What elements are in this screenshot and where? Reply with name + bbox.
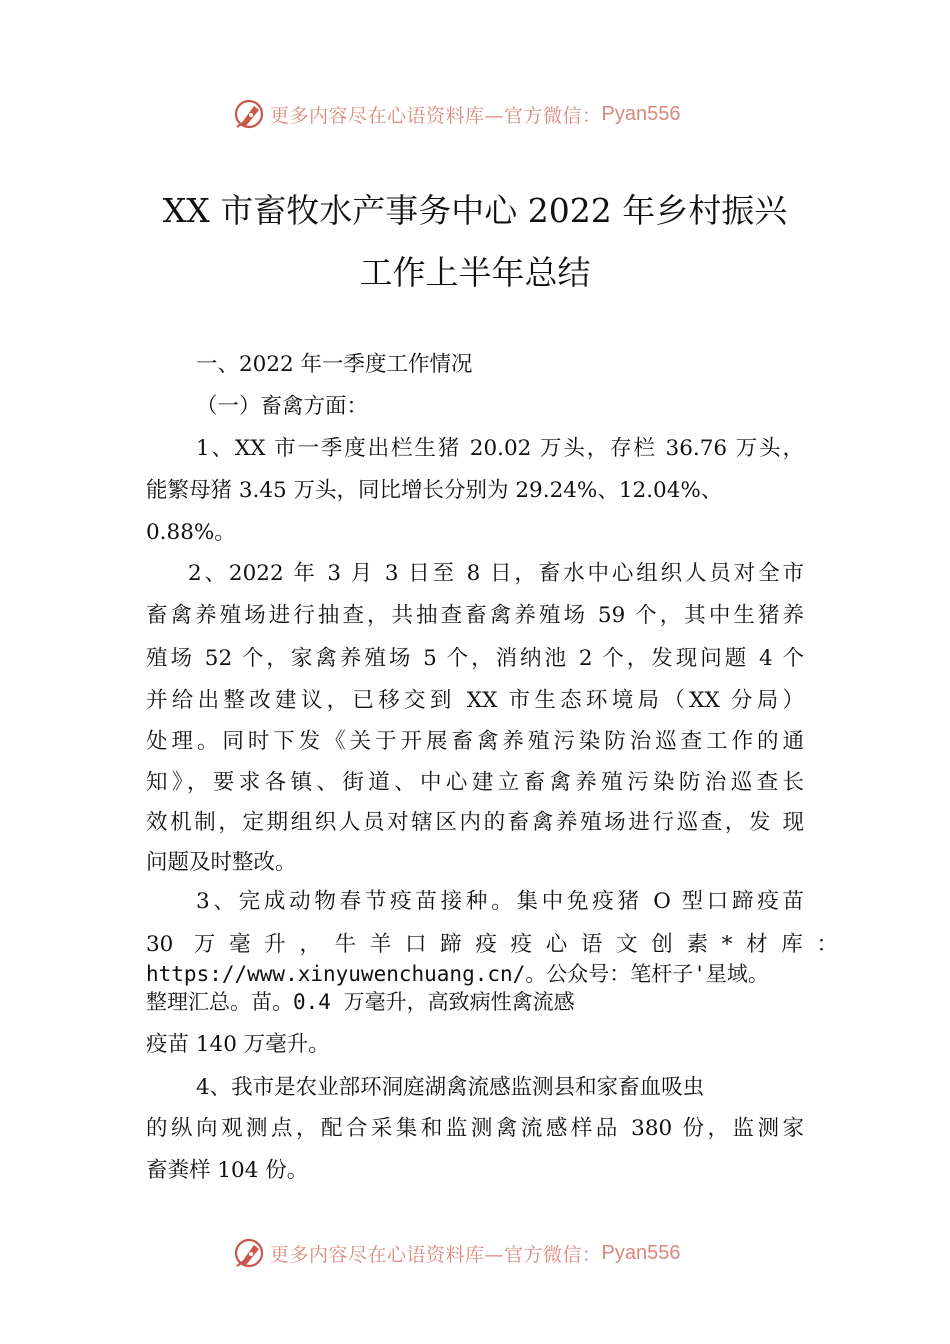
paragraph-line: 30 万毫升，牛羊口蹄疫疫心语文创素*材库：	[146, 932, 838, 957]
paragraph-line: 殖场 52 个，家禽养殖场 5 个，消纳池 2 个，发现问题 4 个	[146, 646, 804, 671]
subsection-heading: （一）畜禽方面：	[196, 394, 369, 419]
banner-text: 更多内容尽在心语资料库—官方微信：	[270, 1243, 602, 1266]
paragraph-line: 并给出整改建议，已移交到 XX 市生态环境局（XX 分局）	[146, 688, 804, 713]
paragraph-line: 处理。同时下发《关于开展畜禽养殖污染防治巡查工作的通	[146, 729, 804, 754]
paragraph-line: 的纵向观测点，配合采集和监测禽流感样品 380 份，监测家	[146, 1116, 804, 1141]
paragraph-line: 效机制，定期组织人员对辖区内的畜禽养殖场进行巡查，发 现	[146, 810, 804, 835]
paragraph-line: 疫苗 140 万毫升。	[146, 1032, 330, 1057]
banner-wechat-id: Pyan556	[601, 1241, 681, 1264]
paragraph-line: 3、完成动物春节疫苗接种。集中免疫猪 O 型口蹄疫苗	[196, 889, 804, 914]
section-heading: 一、2022 年一季度工作情况	[196, 352, 473, 377]
paragraph-line: 2、2022 年 3 月 3 日至 8 日，畜水中心组织人员对全市	[188, 561, 804, 586]
banner-content	[232, 1233, 680, 1273]
banner-text: 更多内容尽在心语资料库—官方微信：	[270, 104, 602, 127]
header-banner	[0, 94, 950, 134]
document-title-line-2: 工作上半年总结	[359, 253, 591, 292]
paragraph-line: 畜粪样 104 份。	[146, 1158, 309, 1183]
pen-nib-logo-icon	[232, 97, 266, 131]
paragraph-line: 畜禽养殖场进行抽查，共抽查畜禽养殖场 59 个，其中生猪养	[146, 603, 804, 628]
banner-content	[232, 94, 680, 134]
paragraph-line: 知》，要求各镇、街道、中心建立畜禽养殖污染防治巡查长	[146, 770, 804, 795]
paragraph-line: 1、XX 市一季度出栏生猪 20.02 万头，存栏 36.76 万头，	[196, 436, 804, 461]
paragraph-line: 整理汇总。苗。0.4 万毫升，高致病性禽流感	[146, 990, 575, 1014]
paragraph-line: 能繁母猪 3.45 万头，同比增长分别为 29.24%、12.04%、	[146, 478, 723, 503]
pen-nib-logo-icon	[232, 1236, 266, 1270]
paragraph-line: 0.88%。	[146, 520, 236, 545]
paragraph-line: 问题及时整改。	[146, 850, 297, 875]
paragraph-line: 4、我市是农业部环洞庭湖禽流感监测县和家畜血吸虫	[196, 1075, 705, 1100]
banner-wechat-id: Pyan556	[601, 102, 681, 125]
paragraph-line-url: https://www.xinyuwenchuang.cn/。公众号：笔杆子'星域。	[146, 962, 769, 986]
footer-banner	[0, 1233, 950, 1273]
document-title-line-1: XX 市畜牧水产事务中心 2022 年乡村振兴	[162, 191, 788, 230]
